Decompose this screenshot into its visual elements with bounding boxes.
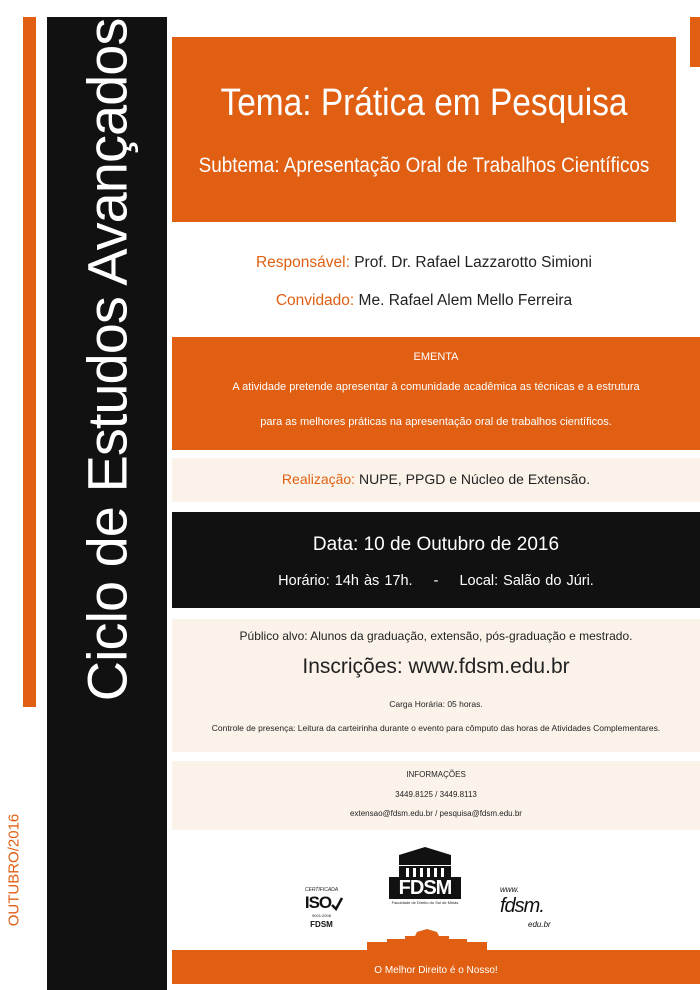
footer-slogan: O Melhor Direito é o Nosso!	[374, 965, 498, 976]
iso-fdsm: FDSM	[310, 920, 333, 929]
info-phones: 3449.8125 / 3449.8113	[395, 790, 477, 799]
info-title: INFORMAÇÕES	[406, 770, 466, 779]
iso-code: 9001:2008	[312, 913, 331, 918]
event-time-line	[172, 573, 700, 589]
header-box	[172, 37, 676, 222]
event-date: Data: 10 de Outubro de 2016	[312, 534, 560, 555]
ementa-title: EMENTA	[413, 351, 459, 363]
guest-name: Me. Rafael Alem Mello Ferreira	[358, 292, 573, 309]
event-location: Local: Salão do Júri.	[459, 573, 594, 589]
fdsm-wordmark: FDSM	[389, 877, 461, 899]
vertical-title: Ciclo de Estudos Avançados	[75, 18, 139, 702]
details-box	[172, 619, 700, 752]
fdsm-caption: Faculdade de Direito do Sul de Minas	[391, 900, 459, 905]
ementa-line-1: A atividade pretende apresentar à comunidade acadêmica as técnicas e a estrutura	[232, 381, 640, 393]
guest-line	[172, 292, 676, 310]
event-time: Horário: 14h às 17h.	[278, 573, 413, 589]
realizacao-label: Realização:	[281, 471, 356, 487]
building-silhouette-icon	[367, 928, 487, 950]
workload: Carga Horária: 05 horas.	[389, 699, 483, 709]
info-box	[172, 761, 700, 830]
attendance-control: Controle de presença: Leitura da carteirinha durante o evento para cômputo das horas de Atividades Complementares.	[211, 723, 661, 733]
responsible-line	[172, 254, 676, 272]
realizacao-value: NUPE, PPGD e Núcleo de Extensão.	[358, 471, 591, 487]
responsible-name: Prof. Dr. Rafael Lazzarotto Simioni	[354, 254, 592, 271]
web-www: www.	[500, 885, 520, 894]
realizacao-line	[172, 471, 700, 487]
footer-band	[172, 950, 700, 984]
iso-certified-logo	[299, 887, 344, 935]
event-separator: -	[433, 573, 439, 589]
date-box	[172, 512, 700, 608]
subtheme: Subtema: Apresentação Oral de Trabalhos Científicos	[198, 154, 650, 177]
registration: Inscrições: www.fdsm.edu.br	[302, 655, 570, 678]
ementa-box	[172, 337, 700, 450]
theme-title: Tema: Prática em Pesquisa	[220, 82, 628, 124]
iso-top-label: CERTIFICADA	[304, 887, 339, 893]
responsible-label: Responsável:	[255, 254, 350, 271]
right-orange-strip	[690, 17, 700, 67]
audience: Público alvo: Alunos da graduação, extensão, pós-graduação e mestrado.	[239, 629, 633, 643]
realizacao-box	[172, 458, 700, 502]
info-emails: extensao@fdsm.edu.br / pesquisa@fdsm.edu.br	[350, 809, 522, 818]
web-domain: edu.br	[528, 920, 551, 929]
ementa-line-2: para as melhores práticas na apresentação oral de trabalhos científicos.	[260, 416, 612, 428]
iso-mark: ISO	[304, 893, 332, 912]
web-name: fdsm.	[500, 895, 544, 917]
side-date: OUTUBRO/2016	[5, 813, 23, 927]
fdsm-logo	[389, 845, 461, 907]
left-orange-bar	[23, 17, 36, 707]
fdsm-web-logo	[500, 885, 555, 935]
guest-label: Convidado:	[275, 292, 355, 309]
